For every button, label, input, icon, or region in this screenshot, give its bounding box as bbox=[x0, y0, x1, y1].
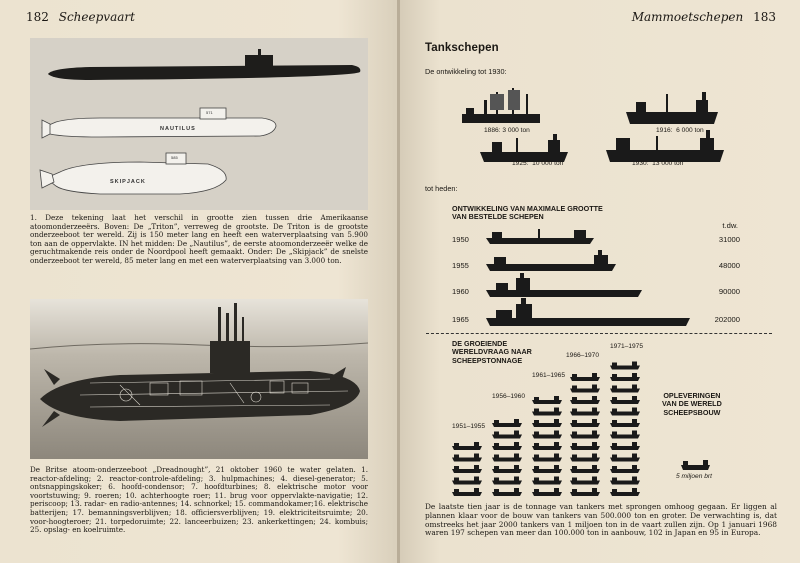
demand-ship-icon bbox=[570, 488, 600, 496]
ship-1925-icon bbox=[480, 134, 568, 162]
demand-ship-icon bbox=[492, 431, 522, 439]
caption-dreadnought: De Britse atoom-onderzeeboot „Dreadnought”, 21 oktober 1960 te water gelaten. 1. reactor-afdeling; 2. reactor-controle-afdeling; 3. hulpmachines; 4. diesel-generator; 5. ontsnappingskoker; 6. hoofd-condensor; 7. hoofdturbines; 8. elektrische motor voor voortstuwing; 9. roeren; 10. achterhoogte roer; 11. brug voor oppervlakte-navigatie; 12. periscoop; 13. radar- en radio-antennes; 14. schnorkel; 15. commandokamer;16. elektrische batterijen; 17. bemanningsverblijven; 18. officiersverblijven; 19. elektriciteitsruimte; 20. voor-hoogteroer; 21. torpedoruimte; 22. lanceerbuizen; 23. ankerkettingen; 24. kombuis; 25. opslag- en koelruimte. bbox=[30, 465, 368, 535]
demand-ship-icon bbox=[492, 454, 522, 462]
demand-ship-icon bbox=[610, 396, 640, 404]
section-divider bbox=[426, 333, 772, 334]
demand-ship-icon bbox=[532, 477, 562, 485]
demand-ship-grid bbox=[448, 352, 658, 502]
demand-ship-icon bbox=[532, 442, 562, 450]
demand-ship-icon bbox=[610, 431, 640, 439]
right-running-head bbox=[632, 10, 782, 24]
left-page bbox=[0, 0, 398, 563]
max-size-year-1965: 1965 bbox=[452, 315, 469, 324]
demand-ship-icon bbox=[570, 431, 600, 439]
skipjack-label: SKIPJACK bbox=[110, 179, 146, 185]
demand-ship-icon bbox=[570, 477, 600, 485]
right-page bbox=[400, 0, 800, 563]
max-size-value-1960: 90000 bbox=[718, 287, 740, 296]
max-size-title-line2: VAN BESTELDE SCHEPEN bbox=[452, 212, 544, 222]
ship-1916-tons: 6 000 ton bbox=[676, 127, 704, 134]
ship-1930-year: 1930 bbox=[632, 160, 647, 167]
ship-1930-icon bbox=[606, 130, 724, 162]
ship-1886-year: 1886 bbox=[484, 127, 499, 134]
left-running-title: Scheepvaart bbox=[58, 10, 135, 24]
demand-ship-icon bbox=[610, 408, 640, 416]
max-size-value-1955: 48000 bbox=[718, 261, 740, 270]
ship-1916-year: 1916 bbox=[656, 127, 671, 134]
demand-ship-icon bbox=[610, 385, 640, 393]
demand-ship-icon bbox=[610, 442, 640, 450]
to-date-text: tot heden: bbox=[425, 184, 458, 193]
period-1951-1955: 1951–1955 bbox=[452, 423, 486, 430]
demand-ship-icon bbox=[532, 465, 562, 473]
dreadnought-cutaway-drawing bbox=[30, 299, 368, 459]
section-title: Tankschepen bbox=[425, 42, 499, 54]
demand-ship-icon bbox=[452, 454, 482, 462]
right-running-title: Mammoetschepen bbox=[631, 10, 744, 24]
demand-ship-icon bbox=[452, 488, 482, 496]
max-size-value-1950: 31000 bbox=[718, 235, 740, 244]
demand-ship-icon bbox=[610, 477, 640, 485]
max-size-unit: t.dw. bbox=[722, 221, 738, 230]
max-size-ships bbox=[482, 224, 697, 334]
ship-1916-caption: 1916: 6 000 ton bbox=[656, 127, 704, 134]
right-page-number: 183 bbox=[753, 10, 776, 24]
legend-text: 5 miljoen brt bbox=[676, 473, 712, 480]
demand-ship-icon bbox=[452, 477, 482, 485]
period-1961-1965: 1961–1965 bbox=[532, 372, 566, 379]
ship-1886-tons: 3 000 ton bbox=[502, 127, 530, 134]
demand-ship-icon bbox=[492, 465, 522, 473]
demand-ship-icon bbox=[492, 477, 522, 485]
period-1966-1970: 1966–1970 bbox=[566, 352, 600, 359]
dreadnought-cutaway-photo bbox=[30, 299, 368, 459]
demand-ship-icon bbox=[610, 419, 640, 427]
demand-ship-icon bbox=[492, 442, 522, 450]
demand-ship-icon bbox=[570, 385, 600, 393]
demand-ship-icon bbox=[570, 373, 600, 381]
demand-title-line1: DE GROEIENDE bbox=[452, 339, 508, 348]
max-size-title bbox=[452, 205, 603, 222]
max-size-year-1955: 1955 bbox=[452, 261, 469, 270]
ship-1930-caption: 1930: 13 000 ton bbox=[632, 160, 684, 167]
demand-ship-icon bbox=[570, 465, 600, 473]
caption-submarine-comparison: 1. Deze tekening laat het verschil in grootte zien tussen drie Amerikaanse atoomonderzeeërs. Boven: De „Triton”, verreweg de grootste. De Triton is de grootste onderzeeboot ter wereld. Zij is 150 meter lang en heeft een waterverplaatsing van 5.900 ton aan de oppervlakte. IN het midden: De „Nautilus”, de eerste atoomonderzeeër welke de geruchtmakende reis onder de Noordpool heeft gemaakt. Onder: De „Skipjack” de snelste onderzeeboot ter wereld, 85 meter lang en met een waterverplaatsing van 3.000 ton. bbox=[30, 213, 368, 265]
demand-ship-icon bbox=[570, 396, 600, 404]
demand-ship-icon bbox=[532, 488, 562, 496]
max-size-title-line1: ONTWIKKELING VAN MAXIMALE GROOTTE bbox=[452, 204, 603, 213]
demand-title-line2: WERELDVRAAG NAAR bbox=[452, 347, 532, 357]
ship-1930-tons: 13 000 ton bbox=[652, 160, 684, 167]
legend-ship-icon bbox=[680, 458, 712, 472]
left-running-head bbox=[20, 10, 135, 24]
tanker-1960-icon bbox=[486, 290, 642, 297]
demand-ship-icon bbox=[610, 454, 640, 462]
demand-ship-icon bbox=[532, 454, 562, 462]
period-1971-1975: 1971–1975 bbox=[610, 343, 644, 350]
demand-ship-icon bbox=[532, 419, 562, 427]
nautilus-label: NAUTILUS bbox=[160, 126, 196, 132]
body-text: De laatste tien jaar is de tonnage van tankers met sprongen omhoog gegaan. Er liggen al plannen klaar voor de bouw van tankers van 500.000 ton en groter. De verwachting is, dat omstreeks het jaar 2000 tankers van 1 miljoen ton in de vaart zullen zijn. Op 1 januari 1968 waren 197 schepen van meer dan 100.000 ton in aanbouw, 102 in Japan en 95 in Europa. bbox=[425, 502, 777, 538]
max-size-value-1965: 202000 bbox=[714, 315, 740, 324]
deliveries-title-line1: OPLEVERINGEN bbox=[663, 391, 721, 400]
left-page-number: 182 bbox=[26, 10, 49, 24]
ship-1886-caption: 1886: 3 000 ton bbox=[484, 127, 530, 134]
ship-1916-icon bbox=[626, 92, 718, 124]
nautilus-hull-number: 571 bbox=[206, 110, 213, 115]
deliveries-title-line2: VAN DE WERELD bbox=[662, 399, 722, 409]
deliveries-title bbox=[662, 392, 722, 417]
demand-ship-icon bbox=[610, 362, 640, 370]
demand-ship-icon bbox=[532, 408, 562, 416]
max-size-year-1950: 1950 bbox=[452, 235, 469, 244]
demand-ship-icon bbox=[452, 465, 482, 473]
skipjack-hull-number: 585 bbox=[171, 155, 178, 160]
demand-ship-icon bbox=[532, 396, 562, 404]
ship-1925-year: 1925 bbox=[512, 160, 527, 167]
demand-ship-icon bbox=[570, 408, 600, 416]
submarine-comparison-drawing bbox=[30, 38, 368, 210]
ship-1886-icon bbox=[462, 88, 540, 123]
intro-text: De ontwikkeling tot 1930: bbox=[425, 67, 507, 76]
demand-title-line3: SCHEEPSTONNAGE bbox=[452, 355, 523, 365]
submarine-comparison-photo bbox=[30, 38, 368, 210]
tanker-1955-icon bbox=[486, 264, 616, 271]
max-size-year-1960: 1960 bbox=[452, 287, 469, 296]
demand-ship-icon bbox=[492, 488, 522, 496]
deliveries-title-line3: SCHEEPSBOUW bbox=[663, 407, 721, 417]
demand-ship-icon bbox=[610, 488, 640, 496]
demand-ship-icon bbox=[570, 419, 600, 427]
demand-ship-icon bbox=[452, 442, 482, 450]
demand-ship-icon bbox=[610, 465, 640, 473]
tanker-1965-icon bbox=[486, 318, 690, 326]
ship-1925-caption: 1925: 10 000 ton bbox=[512, 160, 564, 167]
demand-ship-icon bbox=[492, 419, 522, 427]
demand-ship-icon bbox=[570, 454, 600, 462]
demand-ship-icon bbox=[610, 373, 640, 381]
demand-ship-icon bbox=[570, 442, 600, 450]
tanker-1950-icon bbox=[486, 238, 594, 244]
ship-1925-tons: 10 000 ton bbox=[532, 160, 564, 167]
demand-ship-icon bbox=[532, 431, 562, 439]
period-1956-1960: 1956–1960 bbox=[492, 393, 526, 400]
